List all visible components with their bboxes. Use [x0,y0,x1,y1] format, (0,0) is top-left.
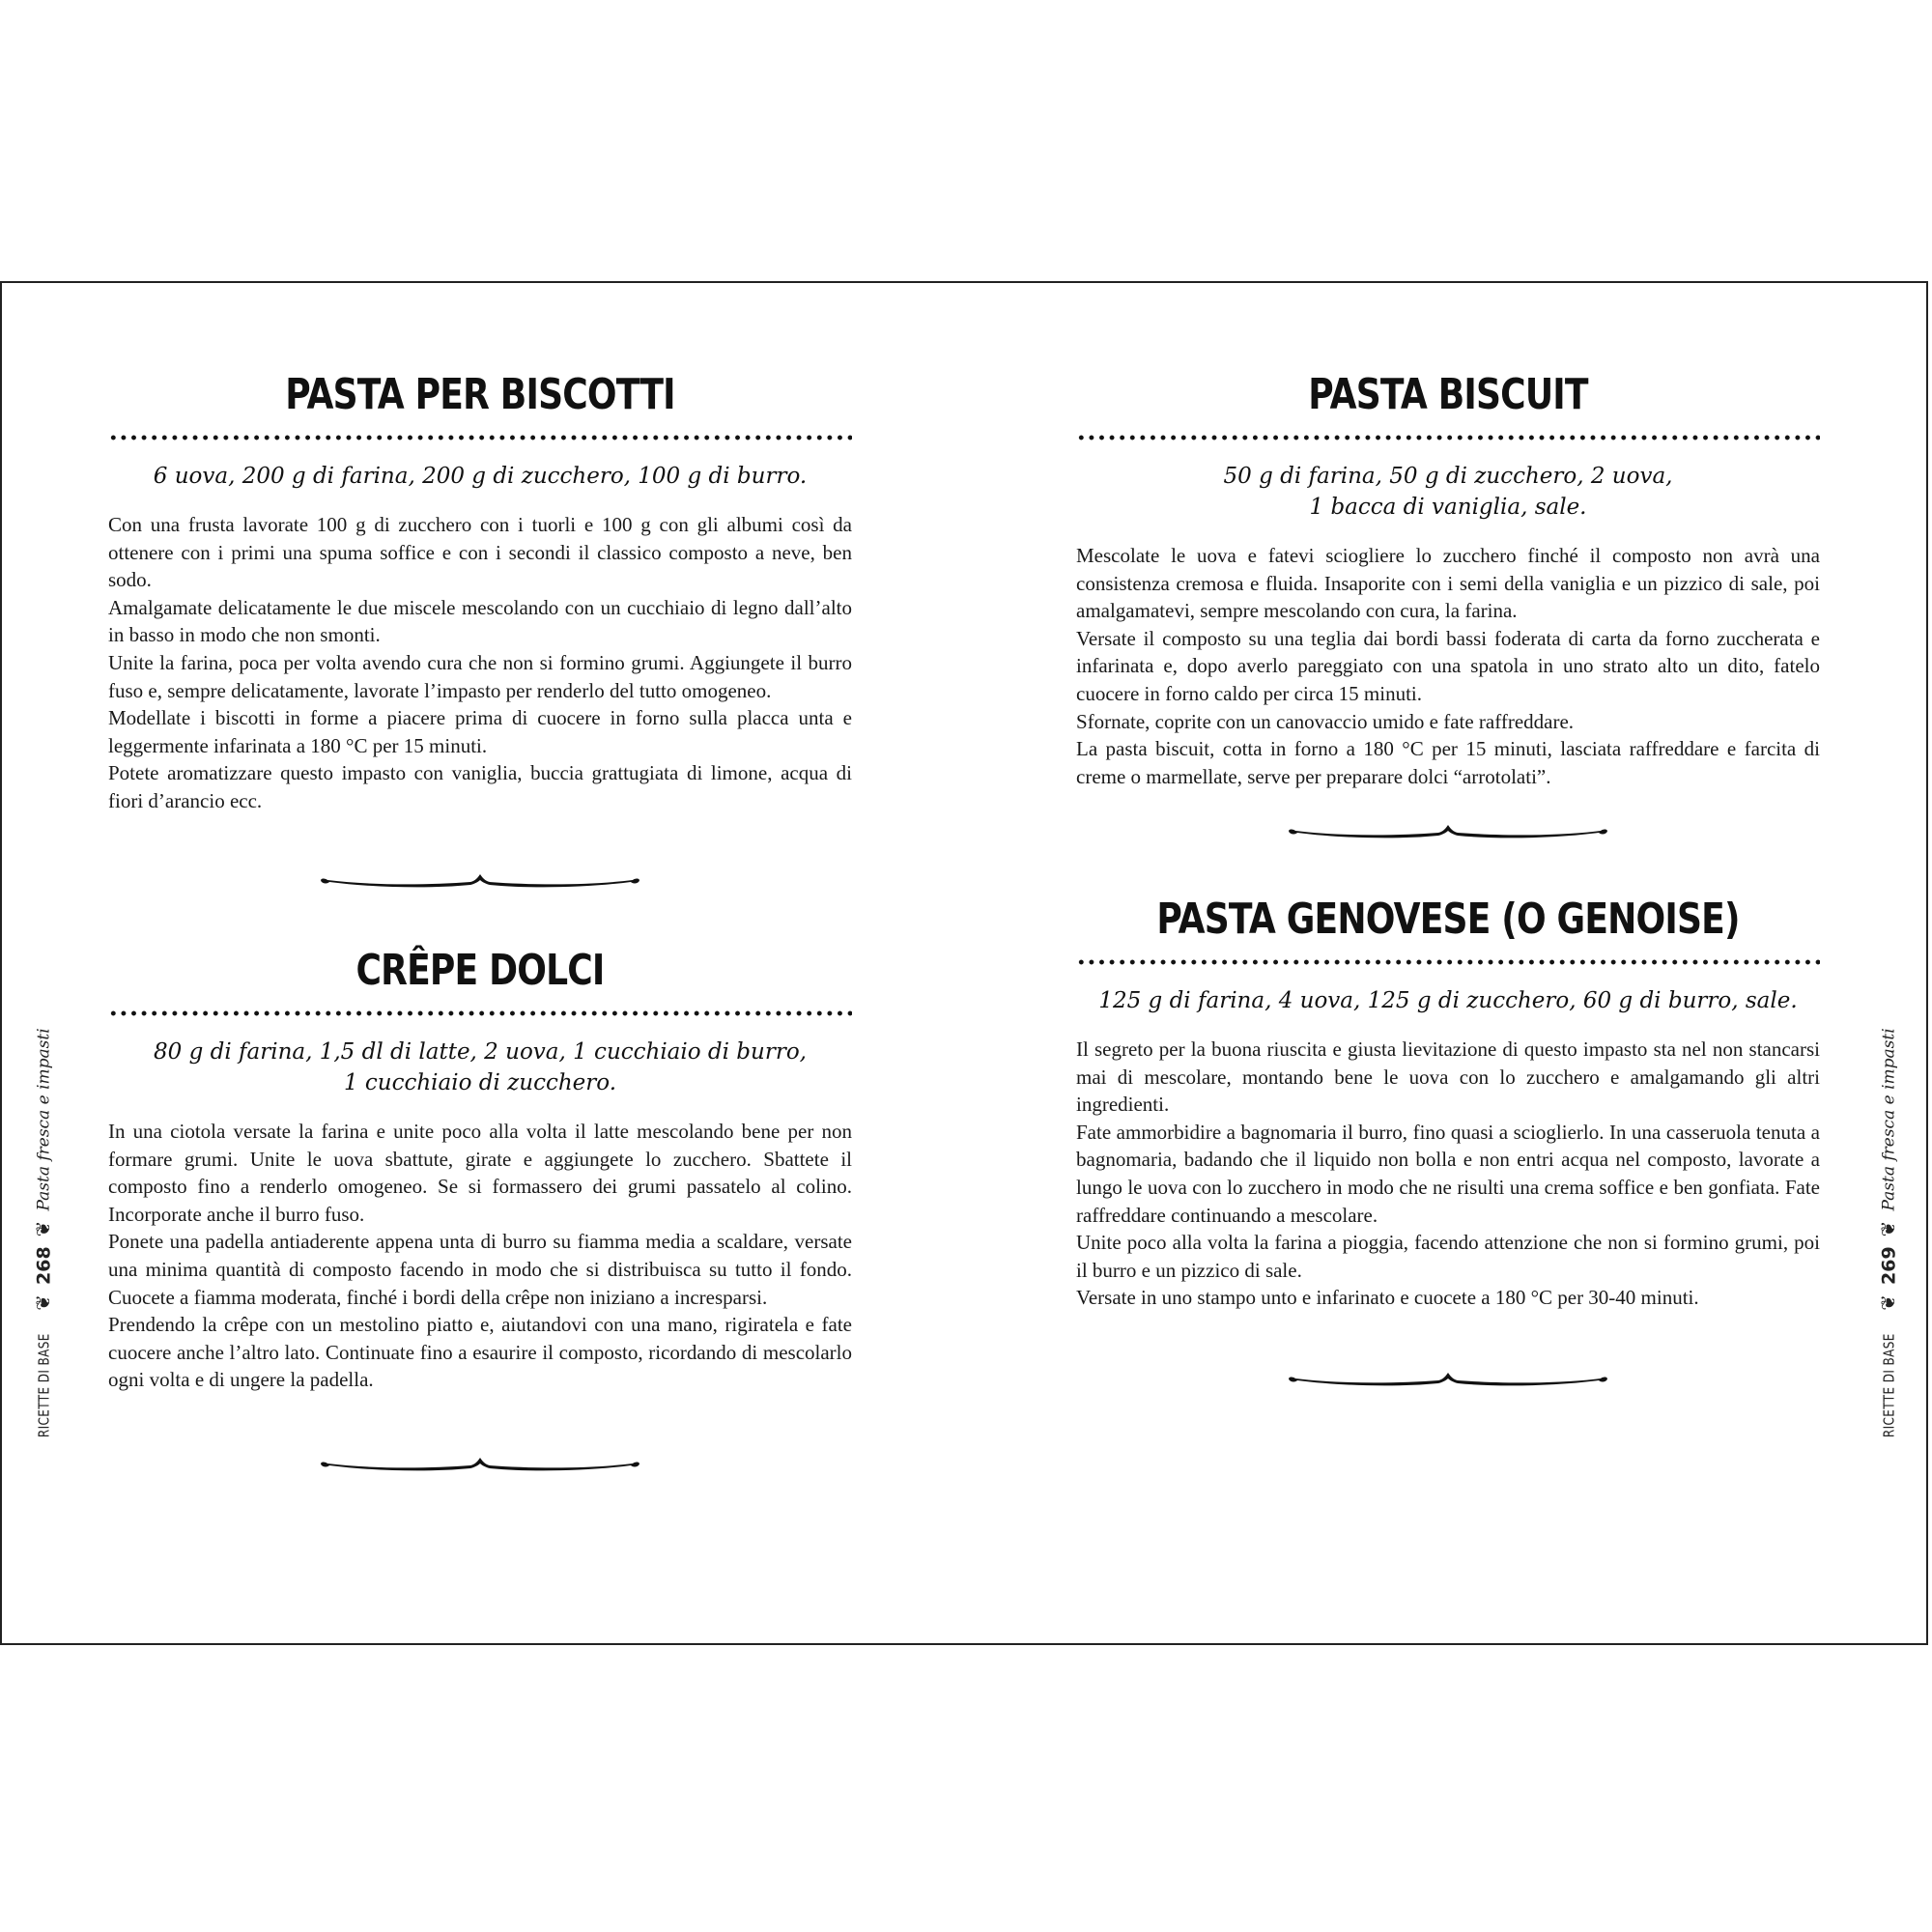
fleuron-icon: ❦ [1879,1220,1900,1237]
paragraph: Il segreto per la buona riuscita e giusta lievitazione di questo impasto sta nel non stancarsi mai di mescolare, montando bene le uova con lo zucchero e amalgamando gli altri ingredienti. [1076,1037,1820,1117]
paragraph: Sfornate, coprite con un canovaccio umido e fate raffreddare. [1076,709,1575,733]
ingredients-line [108,461,852,492]
recipe-pasta-biscuit [1076,364,1820,790]
ingredients-text: 80 g di farina, 1,5 dl di latte, 2 uova, 1 cucchiaio di burro, [154,1039,807,1065]
recipe-pasta-per-biscotti [108,364,852,815]
paragraph: Potete aromatizzare questo impasto con vaniglia, buccia grattugiata di limone, acqua di fiori d’arancio ecc. [108,761,852,812]
recipe-body [1076,1036,1820,1312]
recipe-title: CRÊPE DOLCI [355,946,605,995]
dotted-divider [108,1009,852,1017]
dotted-divider [1076,958,1820,966]
paragraph: Prendendo la crêpe con un mestolino piatto e, aiutandovi con una mano, rigiratela e fate cuocere anche l’altro lato. Continuate fino a esaurire il composto, ricordando di mescolarlo ogni volta e di ungere la padella. [108,1313,852,1392]
recipe-title: PASTA GENOVESE (O GENOISE) [1156,895,1740,944]
flourish-divider-icon [1284,822,1612,843]
fleuron-icon: ❦ [34,1293,55,1311]
right-page-side-tab [1870,1028,1909,1442]
ingredients-text: 50 g di farina, 50 g di zucchero, 2 uova, [1223,464,1673,489]
fleuron-icon: ❦ [1879,1293,1900,1311]
paragraph: Unite la farina, poca per volta avendo cura che non si formino grumi. Aggiungete il burro fuso e, sempre delicatamente, lavorate l’impasto per renderlo del tutto omogeneo. [108,650,852,702]
recipe-pasta-genovese [1076,889,1820,1312]
flourish-divider-icon [1284,1370,1612,1391]
paragraph: Ponete una padella antiaderente appena unta di burro su fiamma media a scaldare, versate una minima quantità di composto facendo in modo che si distribuisca su tutto il fondo. Cuocete a fiamma moderata, finché i bordi della crêpe non iniziano a incresparsi. [108,1230,852,1309]
ingredients-line [1076,461,1820,523]
section-label: RICETTE DI BASE [36,1333,53,1438]
paragraph: Con una frusta lavorate 100 g di zucchero con i tuorli e 100 g con gli albumi così da ottenere con i primi una spuma soffice e con i secondi il classico composto a neve, ben sodo. [108,513,852,592]
fleuron-icon: ❦ [34,1220,55,1237]
dotted-divider [108,434,852,441]
flourish-divider-icon [316,871,644,893]
recipe-body [108,1118,852,1394]
paragraph: Modellate i biscotti in forme a piacere prima di cuocere in forno sulla placca unta e leggermente infarinata a 180 °C per 15 minuti. [108,706,852,757]
left-page-side-tab [25,1028,64,1442]
section-label: RICETTE DI BASE [1881,1333,1898,1438]
subsection-label: Pasta fresca e impasti [35,1028,54,1211]
ingredients-line [1076,985,1820,1016]
ingredients-line [108,1037,852,1098]
recipe-body [108,511,852,815]
paragraph: In una ciotola versate la farina e unite poco alla volta il latte mescolando bene per non formare grumi. Unite le uova sbattute, girate e aggiungete lo zucchero. Sbattete il composto fino a renderlo omogeneo. Se si formassero dei grumi passatelo al colino. Incorporate anche il burro fuso. [108,1120,852,1226]
subsection-label: Pasta fresca e impasti [1880,1028,1899,1211]
ingredients-text: 125 g di farina, 4 uova, 125 g di zucchero, 60 g di burro, sale. [1098,988,1798,1013]
ingredients-text: 6 uova, 200 g di farina, 200 g di zucchero, 100 g di burro. [153,464,808,489]
paragraph: Versate in uno stampo unto e infarinato e cuocete a 180 °C per 30-40 minuti. [1076,1286,1699,1310]
dotted-divider [1076,434,1820,441]
ingredients-text: 1 bacca di vaniglia, sale. [1309,495,1587,520]
paragraph: Mescolate le uova e fatevi sciogliere lo zucchero finché il composto non avrà una consistenza cremosa e fluida. Insaporite con i semi della vaniglia e un pizzico di sale, poi amalgamatevi, sempre mescolando con cura, la farina. [1076,544,1820,623]
paragraph: Unite poco alla volta la farina a pioggia, facendo attenzione che non si formino grumi, poi il burro e un pizzico di sale. [1076,1231,1820,1282]
recipe-body [1076,542,1820,790]
page-number: 268 [34,1246,55,1285]
recipe-title: PASTA PER BISCOTTI [285,370,675,419]
page-number: 269 [1879,1246,1900,1285]
paragraph: Amalgamate delicatamente le due miscele mescolando con un cucchiaio di legno dall’alto in basso in modo che non smonti. [108,595,852,647]
paragraph: La pasta biscuit, cotta in forno a 180 °C per 15 minuti, lasciata raffreddare e farcita di creme o marmellate, serve per preparare dolci “arrotolati”. [1076,737,1820,788]
recipe-crepe-dolci [108,940,852,1394]
recipe-title: PASTA BISCUIT [1308,370,1588,419]
ingredients-text: 1 cucchiaio di zucchero. [343,1070,617,1095]
paragraph: Fate ammorbidire a bagnomaria il burro, fino quasi a scioglierlo. In una casseruola tenuta a bagnomaria, badando che il liquido non bolla e non entri acqua nel composto, lavorate a lungo le uova con lo zucchero in modo che ne risulti una crema soffice e ben gonfiata. Fate raffreddare continuando a mescolare. [1076,1120,1820,1227]
paragraph: Versate il composto su una teglia dai bordi bassi foderata di carta da forno zuccherata e infarinata e, dopo averlo pareggiato con una spatola in uno strato alto un dito, fatelo cuocere in forno caldo per circa 15 minuti. [1076,626,1820,705]
flourish-divider-icon [316,1455,644,1476]
book-spread [0,281,1928,1645]
